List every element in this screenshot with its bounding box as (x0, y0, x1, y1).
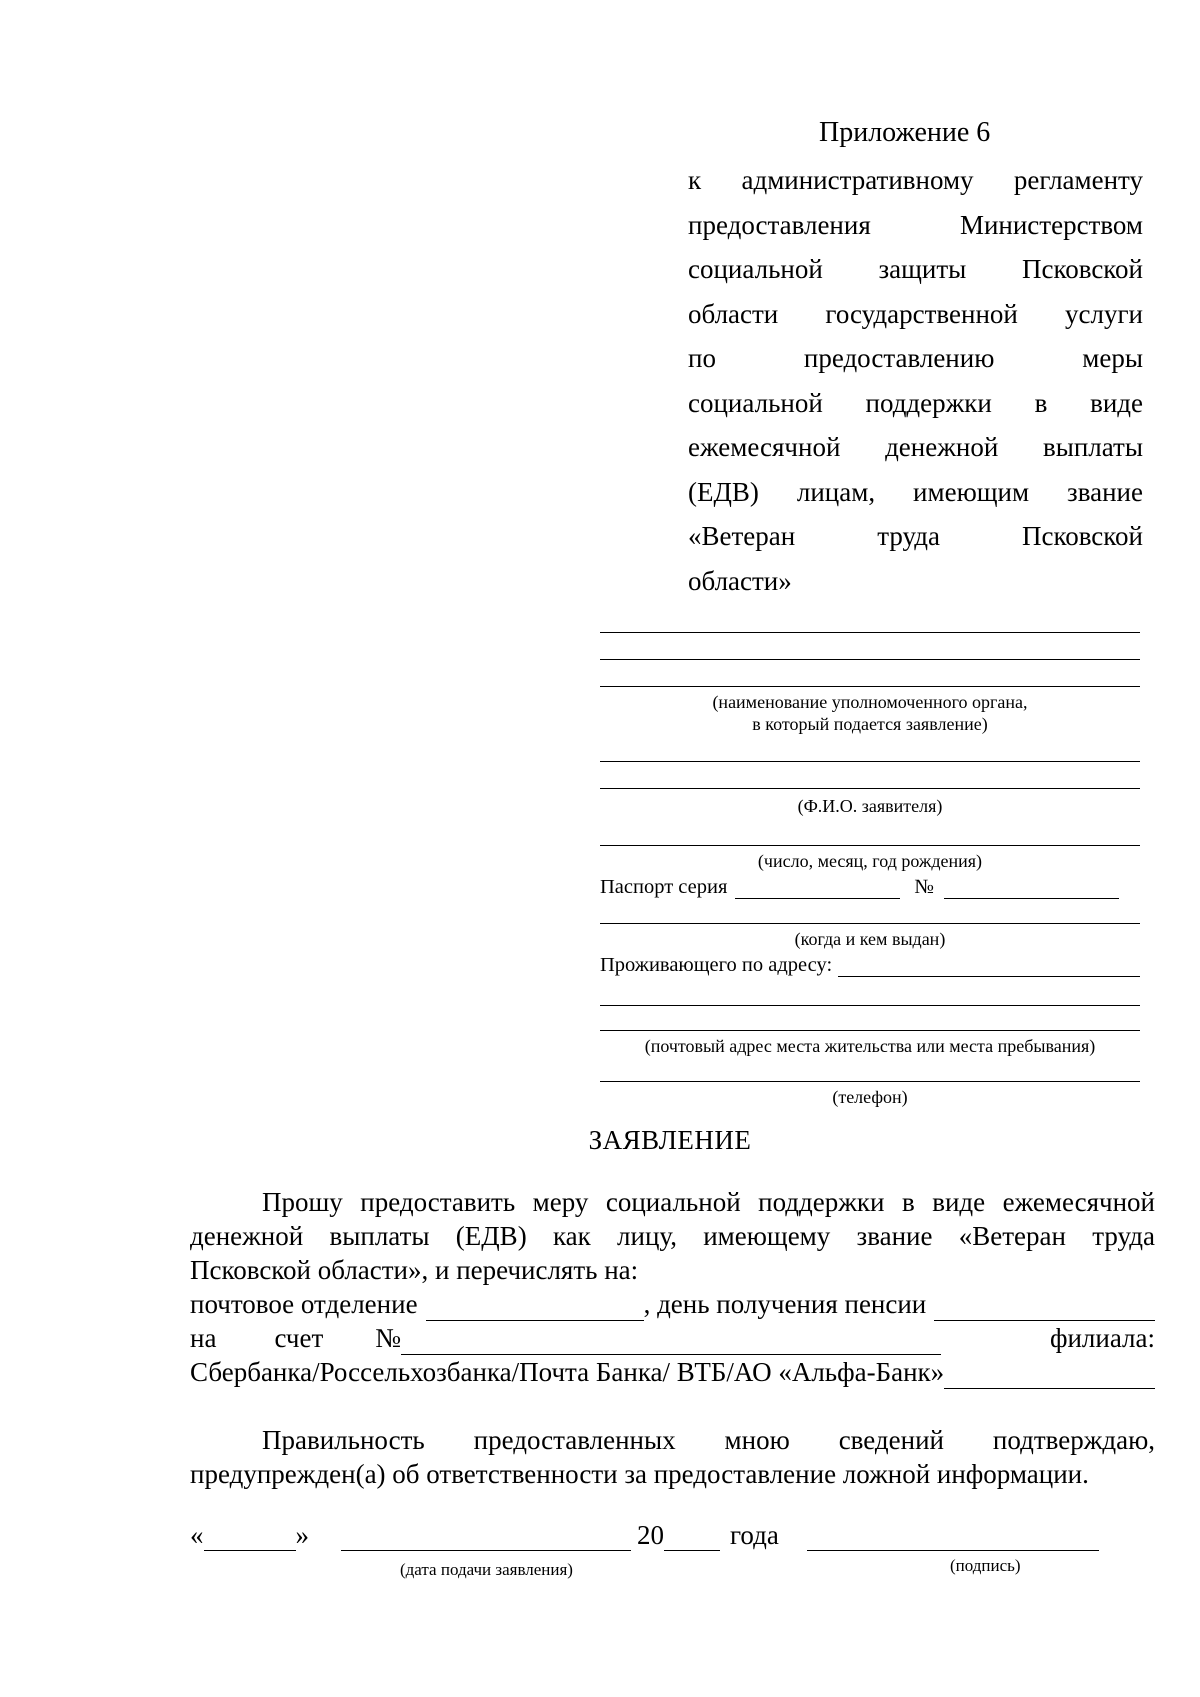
confirm-line: предупрежден(а) об ответственности за предоставление ложной информации. (190, 1459, 1089, 1489)
quote-close: » (295, 1520, 309, 1550)
account-row (190, 1321, 1155, 1355)
body-line: Псковской области», и перечислять на: (190, 1255, 639, 1285)
appendix-line: по предоставлению меры (688, 343, 1143, 373)
branch-label: филиала: (1049, 1323, 1155, 1353)
org-line[interactable] (600, 686, 1140, 687)
confirm-line: Правильность предоставленных мною сведений подтверждаю, (262, 1425, 1155, 1455)
post-office-row (190, 1287, 1155, 1321)
signature-block (190, 1520, 1140, 1590)
post-office-field[interactable] (426, 1294, 644, 1321)
signature-caption: (подпись) (950, 1556, 1021, 1575)
year-suffix: года (730, 1520, 779, 1550)
appendix-line: ежемесячной денежной выплаты (688, 432, 1143, 462)
address-caption: (почтовый адрес места жительства или места пребывания) (644, 1036, 1096, 1056)
account-prefix: счет (274, 1323, 324, 1353)
fio-caption: (Ф.И.О. заявителя) (797, 796, 943, 816)
month-field[interactable] (341, 1524, 631, 1551)
address-label: Проживающего по адресу: (600, 954, 833, 976)
body-line: денежной выплаты (ЕДВ) как лицу, имеющему звание «Ветеран труда (190, 1221, 1155, 1251)
org-caption: (наименование уполномоченного органа, (712, 692, 1028, 712)
date-row (190, 1520, 1140, 1551)
date-caption: (дата подачи заявления) (400, 1560, 573, 1579)
year-field[interactable] (664, 1524, 720, 1551)
birth-date-line[interactable] (600, 845, 1140, 846)
address-row (600, 954, 1140, 977)
appendix-line: области государственной услуги (688, 298, 1143, 329)
appendix-line: области» (688, 565, 792, 596)
post-office-label: почтовое отделение (190, 1289, 418, 1319)
quote-open: « (190, 1520, 204, 1550)
passport-series-label: Паспорт серия (600, 876, 728, 898)
appendix-text (688, 158, 1143, 603)
passport-issued-line[interactable] (600, 923, 1140, 924)
pension-day-field[interactable] (934, 1294, 1155, 1321)
signature-field[interactable] (807, 1524, 1099, 1551)
appendix-line: предоставления Министерством (688, 209, 1143, 240)
appendix-line: социальной защиты Псковской (688, 254, 1143, 284)
day-field[interactable] (204, 1524, 296, 1551)
passport-number-field[interactable] (944, 878, 1119, 899)
address-field[interactable] (838, 956, 1140, 977)
banks-row (190, 1355, 1155, 1389)
year-prefix: 20 (637, 1520, 664, 1550)
pension-day-label: , день получения пенсии (643, 1289, 927, 1319)
account-number-field[interactable] (401, 1328, 941, 1355)
passport-number-label: № (914, 876, 934, 898)
account-prefix: на (190, 1323, 217, 1353)
phone-caption: (телефон) (832, 1087, 908, 1107)
appendix-line: (ЕДВ) лицам, имеющим звание (688, 476, 1143, 507)
document-title: ЗАЯВЛЕНИЕ (588, 1125, 752, 1155)
passport-series-field[interactable] (735, 878, 900, 899)
address-line[interactable] (600, 1005, 1140, 1006)
org-line[interactable] (600, 659, 1140, 660)
body-line: Прошу предоставить меру социальной поддержки в виде ежемесячной (262, 1187, 1155, 1217)
bank-field[interactable] (944, 1362, 1155, 1389)
passport-row (600, 876, 1140, 899)
org-line[interactable] (600, 632, 1140, 633)
account-number-sign: № (375, 1323, 402, 1353)
appendix-line: к административному регламенту (688, 165, 1143, 195)
phone-line[interactable] (600, 1081, 1140, 1082)
birth-caption: (число, месяц, год рождения) (757, 851, 983, 871)
fio-line[interactable] (600, 761, 1140, 762)
appendix-line: «Ветеран труда Псковской (688, 521, 1143, 551)
address-line[interactable] (600, 1030, 1140, 1031)
issued-caption: (когда и кем выдан) (794, 929, 946, 949)
applicant-block (600, 620, 1140, 1108)
banks-list: Сбербанка/Россельхозбанка/Почта Банка/ ВТБ/АО «Альфа-Банк» (190, 1357, 945, 1387)
org-caption: в который подается заявление) (752, 714, 988, 734)
appendix-block (688, 118, 1143, 603)
statement-body (190, 1185, 1155, 1491)
appendix-number: Приложение 6 (819, 117, 991, 148)
fio-line[interactable] (600, 788, 1140, 789)
appendix-line: социальной поддержки в виде (688, 387, 1143, 418)
